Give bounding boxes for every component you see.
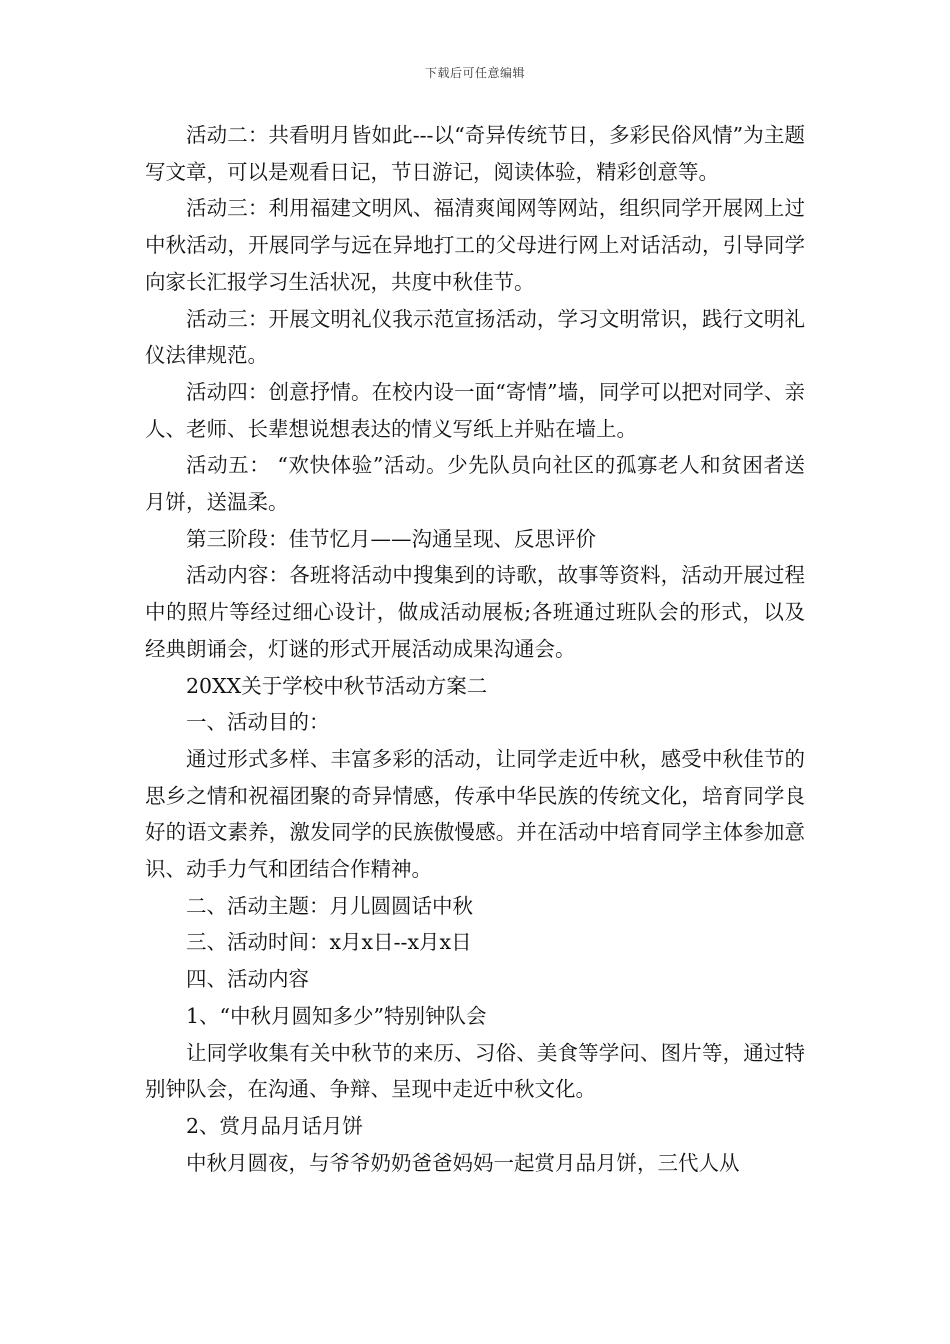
item-1-title: 1、“中秋月圆知多少”特别钟队会 bbox=[186, 1003, 487, 1028]
paragraph-activity-3b: 活动三：开展文明礼仪我示范宣扬活动，学习文明常识，践行文明礼仪法律规范。 bbox=[145, 306, 805, 368]
paragraph-purpose: 通过形式多样、丰富多彩的活动，让同学走近中秋，感受中秋佳节的思乡之情和祝福团聚的奇异情感，传承中华民族的传统文化，培育同学良好的语文素养，激发同学的民族傲慢感。并在活动中培育同学主体参加意识、动手力气和团结合作精神。 bbox=[145, 746, 805, 882]
heading-purpose: 一、活动目的： bbox=[186, 710, 330, 735]
item-1-text: 让同学收集有关中秋节的来历、习俗、美食等学问、图片等，通过特别钟队会，在沟通、争辩、呈现中走近中秋文化。 bbox=[145, 1040, 805, 1102]
document-body bbox=[145, 117, 805, 1181]
paragraph-activity-content: 活动内容：各班将活动中搜集到的诗歌，故事等资料，活动开展过程中的照片等经过细心设计，做成活动展板;各班通过班队会的形式，以及经典朗诵会，灯谜的形式开展活动成果沟通会。 bbox=[145, 563, 805, 661]
paragraph-stage-3: 第三阶段：佳节忆月——沟通呈现、反思评价 bbox=[186, 526, 596, 551]
item-2-title: 2、赏月品月话月饼 bbox=[186, 1113, 364, 1138]
header-note: 下载后可任意编辑 bbox=[424, 66, 525, 80]
heading-theme: 二、活动主题：月儿圆圆话中秋 bbox=[186, 893, 473, 918]
paragraph-activity-5: 活动五： “欢快体验”活动。少先队员向社区的孤寡老人和贫困者送月饼，送温柔。 bbox=[145, 453, 805, 515]
paragraph-activity-4: 活动四：创意抒情。在校内设一面“寄情”墙，同学可以把对同学、亲人、老师、长辈想说想表达的情义写纸上并贴在墙上。 bbox=[145, 379, 805, 441]
item-2-text: 中秋月圆夜，与爷爷奶奶爸爸妈妈一起赏月品月饼，三代人从 bbox=[186, 1150, 740, 1175]
paragraph-activity-3a: 活动三：利用福建文明风、福清爽闻网等网站，组织同学开展网上过中秋活动，开展同学与远在异地打工的父母进行网上对话活动，引导同学向家长汇报学习生活状况，共度中秋佳节。 bbox=[145, 196, 805, 294]
heading-time: 三、活动时间：x月x日--x月x日 bbox=[186, 930, 472, 955]
paragraph-activity-2: 活动二：共看明月皆如此---以“奇异传统节日，多彩民俗风情”为主题写文章，可以是观看日记，节日游记，阅读体验，精彩创意等。 bbox=[145, 123, 805, 184]
section-title-plan-2: 20XX关于学校中秋节活动方案二 bbox=[186, 673, 488, 698]
heading-content: 四、活动内容 bbox=[186, 967, 309, 992]
